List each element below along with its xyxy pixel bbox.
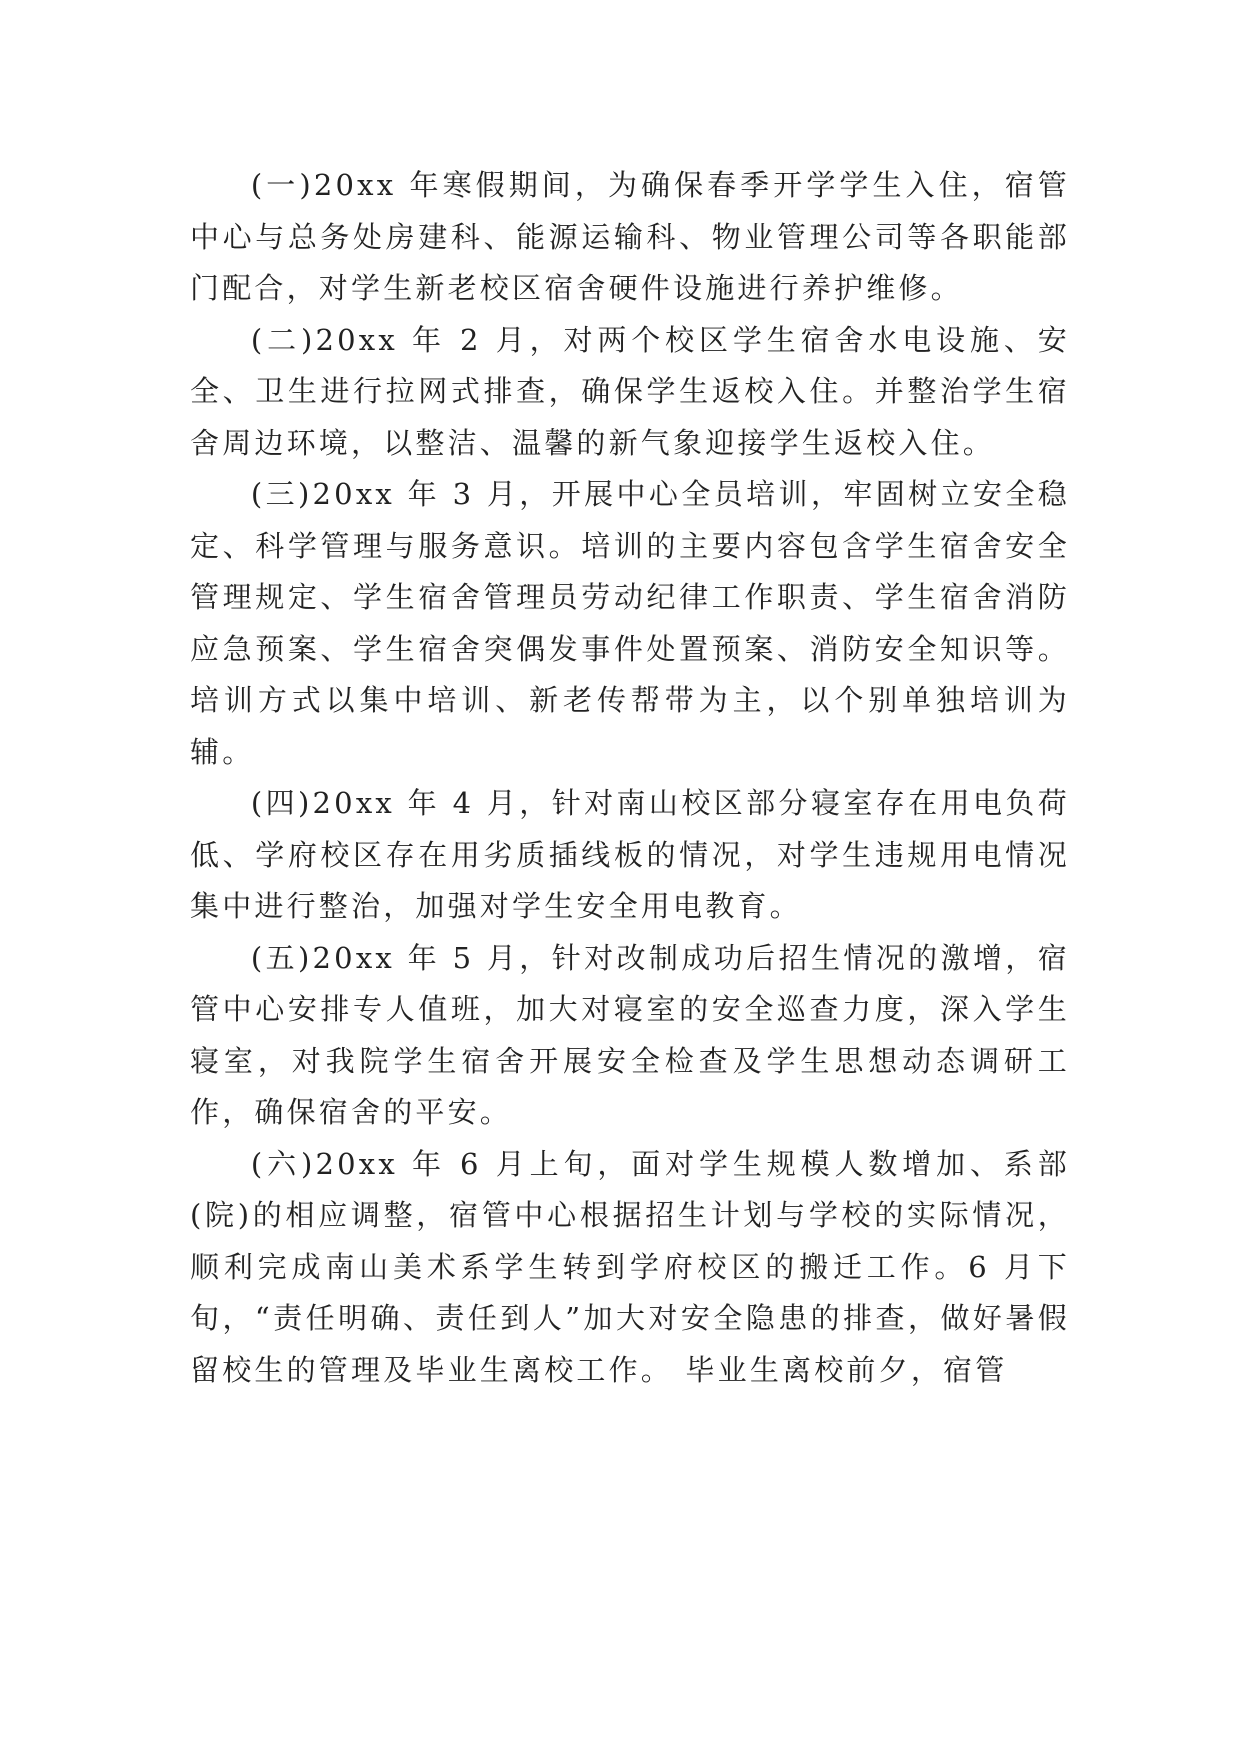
paragraph-1: (一)20xx 年寒假期间，为确保春季开学学生入住，宿管中心与总务处房建科、能源运输科、物业管理公司等各职能部门配合，对学生新老校区宿舍硬件设施进行养护维修。: [190, 168, 1070, 305]
paragraph-3: (三)20xx 年 3 月，开展中心全员培训，牢固树立安全稳定、科学管理与服务意识。培训的主要内容包含学生宿舍安全管理规定、学生宿舍管理员劳动纪律工作职责、学生宿舍消防应急预案、学生宿舍突偶发事件处置预案、消防安全知识等。培训方式以集中培训、新老传帮带为主，以个别单独培训为辅。: [190, 477, 1070, 769]
paragraph-5: (五)20xx 年 5 月，针对改制成功后招生情况的激增，宿管中心安排专人值班，加大对寝室的安全巡查力度，深入学生寝室，对我院学生宿舍开展安全检查及学生思想动态调研工作，确保宿舍的平安。: [190, 940, 1070, 1129]
paragraph-6: (六)20xx 年 6 月上旬，面对学生规模人数增加、系部(院)的相应调整，宿管中心根据招生计划与学校的实际情况，顺利完成南山美术系学生转到学府校区的搬迁工作。6 月下旬，“责任明确、责任到人”加大对安全隐患的排查，做好暑假留校生的管理及毕业生离校工作。 毕业生离校前夕，宿管: [190, 1146, 1070, 1387]
paragraph-4: (四)20xx 年 4 月，针对南山校区部分寝室存在用电负荷低、学府校区存在用劣质插线板的情况，对学生违规用电情况集中进行整治，加强对学生安全用电教育。: [190, 786, 1070, 923]
paragraph-2: (二)20xx 年 2 月，对两个校区学生宿舍水电设施、安全、卫生进行拉网式排查，确保学生返校入住。并整治学生宿舍周边环境，以整洁、温馨的新气象迎接学生返校入住。: [190, 322, 1070, 460]
document-body: [190, 160, 1070, 1396]
